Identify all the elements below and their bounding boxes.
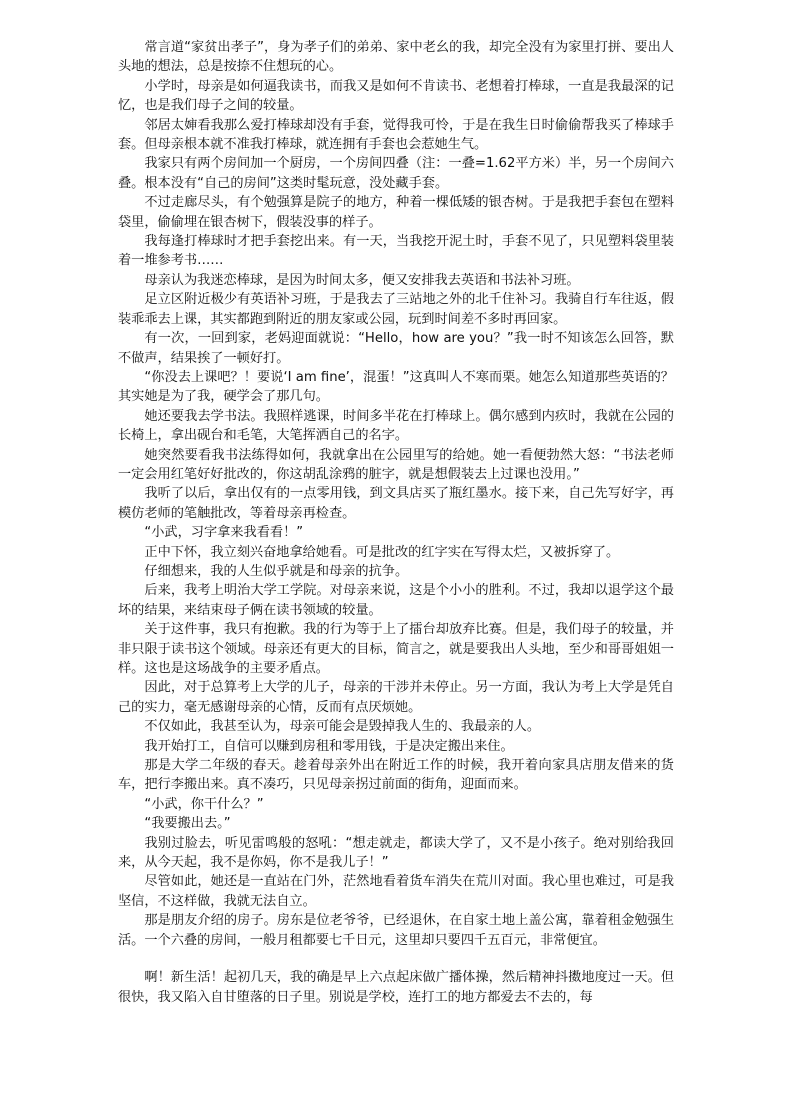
paragraph: 母亲认为我迷恋棒球，是因为时间太多，便又安排我去英语和书法补习班。	[144, 272, 580, 288]
paragraph: “我要搬出去。”	[144, 816, 231, 832]
paragraph: 不过走廊尽头，有个勉强算是院子的地方，种着一棵低矮的银杏树。于是我把手套包在塑料袋里，偷偷埋在银杏树下，假装没事的样子。	[118, 195, 674, 230]
paragraph: 她还要我去学书法。我照样逃课，时间多半花在打棒球上。偶尔感到内疚时，我就在公园的长椅上，拿出砚台和毛笔，大笔挥洒自己的名字。	[118, 408, 674, 444]
paragraph: 仔细想来，我的人生似乎就是和母亲的抗争。	[144, 563, 409, 579]
paragraph: 关于这件事，我只有抱歉。我的行为等于上了擂台却放弃比赛。但是，我们母子的较量，并非只限于读书这个领域。母亲还有更大的目标，简言之，就是要我出人头地，至少和哥哥姐姐一样。这也是这场战争的主要矛盾点。	[118, 622, 674, 676]
paragraph: 我别过脸去，听见雷鸣般的怒吼：“想走就走，都读大学了，又不是小孩子。绝对别给我回来，从今天起，我不是你妈，你不是我儿子！”	[118, 835, 674, 871]
paragraph: 不仅如此，我甚至认为，母亲可能会是毁掉我人生的、我最亲的人。	[144, 719, 541, 735]
paragraph: 因此，对于总算考上大学的儿子，母亲的干涉并未停止。另一方面，我认为考上大学是凭自己的实力，毫无感谢母亲的心情，反而有点厌烦她。	[118, 680, 674, 715]
paragraph: 那是大学二年级的春天。趁着母亲外出在附近工作的时候，我开着向家具店朋友借来的货车，把行李搬出来。真不凑巧，只见母亲拐过前面的街角，迎面而来。	[118, 758, 674, 793]
paragraph: 她突然要看我书法练得如何，我就拿出在公园里写的给她。她一看便勃然大怒：“书法老师一定会用红笔好好批改的，你这胡乱涂鸦的脏字，就是想假装去上过课也没用。”	[118, 447, 674, 482]
paragraph: 后来，我考上明治大学工学院。对母亲来说，这是个小小的胜利。不过，我却以退学这个最坏的结果，来结束母子俩在读书领域的较量。	[118, 583, 674, 618]
paragraph: 我听了以后，拿出仅有的一点零用钱，到文具店买了瓶红墨水。接下来，自己先写好字，再模仿老师的笔触批改，等着母亲再检查。	[118, 486, 674, 521]
paragraph: 尽管如此，她还是一直站在门外，茫然地看着货车消失在荒川对面。我心里也难过，可是我坚信，不这样做，我就无法自立。	[118, 874, 674, 909]
paragraph: 有一次，一回到家，老妈迎面就说：“Hello，how are you？”我一时不知该怎么回答，默不做声，结果挨了一顿好打。	[118, 331, 674, 366]
paragraph: 我开始打工，自信可以赚到房租和零用钱，于是决定搬出来住。	[144, 738, 514, 754]
paragraph: 我家只有两个房间加一个厨房，一个房间四叠（注：一叠=1.62平方米）半，另一个房间六叠。根本没有“自己的房间”这类时髦玩意，没处藏手套。	[118, 156, 674, 191]
paragraph: 足立区附近极少有英语补习班，于是我去了三站地之外的北千住补习。我骑自行车往返，假装乖乖去上课，其实都跑到附近的朋友家或公园，玩到时间差不多时再回家。	[118, 292, 674, 327]
paragraph: “你没去上课吧？！要说‘I am fine’，混蛋！”这真叫人不寒而栗。她怎么知道那些英语的？其实她是为了我，硬学会了那几句。	[118, 369, 674, 405]
paragraph: “小武，你干什么？”	[144, 796, 264, 812]
paragraph: 正中下怀，我立刻兴奋地拿给她看。可是批改的红字实在写得太烂，又被拆穿了。	[144, 544, 620, 560]
paragraph: 小学时，母亲是如何逼我读书，而我又是如何不肯读书、老想着打棒球，一直是我最深的记忆，也是我们母子之间的较量。	[118, 78, 674, 114]
document-body	[118, 38, 674, 1007]
paragraph: 邻居太婶看我那么爱打棒球却没有手套，觉得我可怜，于是在我生日时偷偷帮我买了棒球手套。但母亲根本就不准我打棒球，就连拥有手套也会惹她生气。	[118, 117, 674, 153]
paragraph: 那是朋友介绍的房子。房东是位老爷爷，已经退休，在自家土地上盖公寓，靠着租金勉强生活。一个六叠的房间，一般月租都要七千日元，这里却只要四千五百元，非常便宜。	[118, 913, 674, 948]
paragraph: 常言道“家贫出孝子”，身为孝子们的弟弟、家中老幺的我，却完全没有为家里打拼、要出人头地的想法，总是按捺不住想玩的心。	[118, 40, 674, 75]
paragraph: 我每逢打棒球时才把手套挖出来。有一天，当我挖开泥土时，手套不见了，只见塑料袋里装着一堆参考书……	[118, 234, 674, 269]
paragraph: 啊！新生活！起初几天，我的确是早上六点起床做广播体操，然后精神抖擞地度过一天。但很快，我又陷入自甘堕落的日子里。别说是学校，连打工的地方都爱去不去的，每	[118, 970, 674, 1005]
paragraph: “小武，习字拿来我看看！”	[144, 525, 304, 541]
